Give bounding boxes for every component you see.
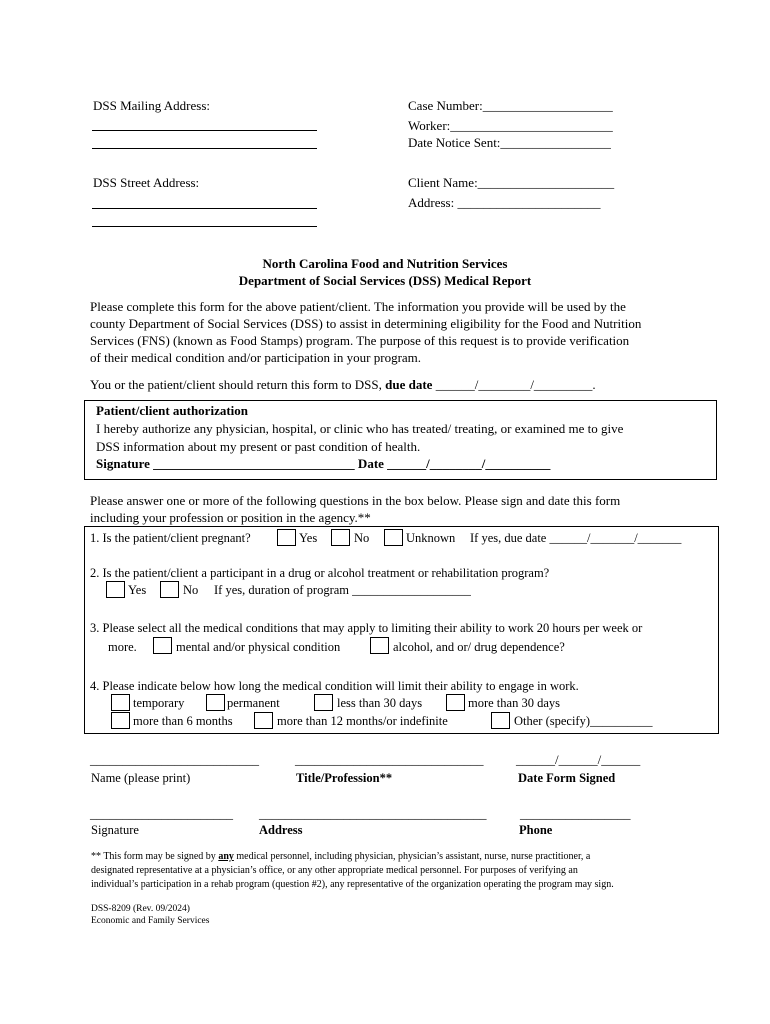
q1-due-date-field[interactable]: If yes, due date ______/_______/_______ [470, 531, 682, 545]
street-address-line-2[interactable] [92, 226, 317, 227]
authorization-line-2: DSS information about my present or past condition of health. [96, 439, 421, 454]
mailing-address-line-1[interactable] [92, 130, 317, 131]
q4-more-6-months-checkbox[interactable] [111, 712, 130, 729]
q3-mental-physical-label: mental and/or physical condition [176, 640, 341, 654]
title-profession-blank[interactable]: _____________________________ [295, 752, 484, 767]
phone-blank[interactable]: _________________ [520, 806, 631, 821]
q2-yes-checkbox[interactable] [106, 581, 125, 598]
intro-line-2: county Department of Social Services (DSS) to assist in determining eligibility for the Food and Nutrition [90, 316, 642, 331]
q4-more-30-checkbox[interactable] [446, 694, 465, 711]
client-address-field[interactable]: Address: ______________________ [408, 195, 601, 210]
q4-text: 4. Please indicate below how long the medical condition will limit their ability to engage in work. [90, 679, 579, 693]
return-due-date-line[interactable] [90, 377, 596, 393]
authorization-heading: Patient/client authorization [96, 403, 249, 418]
client-name-field[interactable]: Client Name:_____________________ [408, 175, 615, 190]
form-number: DSS-8209 (Rev. 09/2024) [91, 904, 190, 914]
q1-unknown-label: Unknown [406, 531, 456, 545]
phone-label: Phone [519, 823, 553, 837]
form-title-line-1: North Carolina Food and Nutrition Services [262, 256, 508, 271]
q4-other-checkbox[interactable] [491, 712, 510, 729]
street-address-line-1[interactable] [92, 208, 317, 209]
q4-more-12-months-checkbox[interactable] [254, 712, 273, 729]
instructions-line-2: including your profession or position in the agency.** [90, 510, 371, 525]
q1-yes-checkbox[interactable] [277, 529, 296, 546]
q4-temporary-label: temporary [133, 696, 185, 710]
return-prefix: You or the patient/client should return this form to DSS, [90, 377, 386, 392]
due-date-label: due date [385, 377, 433, 392]
signature-label: Signature [91, 823, 139, 837]
q2-no-checkbox[interactable] [160, 581, 179, 598]
q4-other-specify-field[interactable]: Other (specify)__________ [514, 714, 653, 728]
case-number-field[interactable]: Case Number:____________________ [408, 98, 613, 113]
date-notice-sent-field[interactable]: Date Notice Sent:_________________ [408, 135, 611, 150]
intro-line-4: of their medical condition and/or participation in your program. [90, 350, 422, 365]
footnote-line-2: designated representative at a physician’s office, or any other appropriate medical personnel. For purposes of verifying an [91, 865, 578, 876]
dss-street-address-label: DSS Street Address: [93, 175, 200, 190]
q3-text-more: more. [108, 640, 137, 654]
instructions-line-1: Please answer one or more of the following questions in the box below. Please sign and date this form [90, 493, 621, 508]
signature-blank[interactable]: ______________________ [90, 806, 233, 821]
q1-unknown-checkbox[interactable] [384, 529, 403, 546]
intro-line-1: Please complete this form for the above patient/client. The information you provide will be used by the [90, 299, 626, 314]
title-profession-label: Title/Profession** [296, 771, 393, 785]
division-name: Economic and Family Services [91, 916, 210, 926]
dss-mailing-address-label: DSS Mailing Address: [93, 98, 211, 113]
authorization-signature-date[interactable]: Signature _______________________________ Date ______/________/__________ [96, 456, 551, 471]
q2-yes-label: Yes [128, 583, 147, 597]
q4-temporary-checkbox[interactable] [111, 694, 130, 711]
date-form-signed-blank[interactable]: ______/______/______ [516, 752, 641, 767]
q4-permanent-checkbox[interactable] [206, 694, 225, 711]
q2-text: 2. Is the patient/client a participant in a drug or alcohol treatment or rehabilitation program? [90, 566, 550, 580]
q4-more-12-months-label: more than 12 months/or indefinite [277, 714, 448, 728]
address-label: Address [259, 823, 303, 837]
q4-permanent-label: permanent [227, 696, 280, 710]
q4-more-30-label: more than 30 days [468, 696, 560, 710]
authorization-line-1: I hereby authorize any physician, hospital, or clinic who has treated/ treating, or examined me to give [96, 421, 624, 436]
q3-text: 3. Please select all the medical conditions that may apply to limiting their ability to work 20 hours per week or [90, 621, 643, 635]
q2-no-label: No [183, 583, 199, 597]
due-date-blanks[interactable]: ______/________/_________. [432, 377, 596, 392]
q1-no-label: No [354, 531, 370, 545]
q4-more-6-months-label: more than 6 months [133, 714, 233, 728]
q1-yes-label: Yes [299, 531, 318, 545]
form-title-line-2: Department of Social Services (DSS) Medical Report [238, 273, 532, 288]
name-print-blank[interactable]: __________________________ [90, 752, 259, 767]
q3-mental-physical-checkbox[interactable] [153, 637, 172, 654]
q2-duration-field[interactable]: If yes, duration of program ___________________ [214, 583, 471, 597]
date-form-signed-label: Date Form Signed [518, 771, 616, 785]
q1-no-checkbox[interactable] [331, 529, 350, 546]
address-blank[interactable]: ___________________________________ [259, 806, 487, 821]
q3-alcohol-drug-checkbox[interactable] [370, 637, 389, 654]
q3-alcohol-drug-label: alcohol, and or/ drug dependence? [393, 640, 565, 654]
footnote-line-1: ** This form may be signed by any medical personnel, including physician, physician’s assistant, nurse, nurse practitioner, a [91, 851, 591, 862]
intro-line-3: Services (FNS) (known as Food Stamps) program. The purpose of this request is to provide verification [90, 333, 630, 348]
worker-field[interactable]: Worker:_________________________ [408, 118, 613, 133]
name-print-label: Name (please print) [91, 771, 191, 785]
q4-less-30-label: less than 30 days [337, 696, 423, 710]
mailing-address-line-2[interactable] [92, 148, 317, 149]
footnote-line-3: individual’s participation in a rehab program (question #2), any representative of the organization operating the program may sign. [91, 879, 614, 890]
footnote-any: any [218, 851, 234, 862]
q1-text: 1. Is the patient/client pregnant? [90, 531, 251, 545]
q4-less-30-checkbox[interactable] [314, 694, 333, 711]
